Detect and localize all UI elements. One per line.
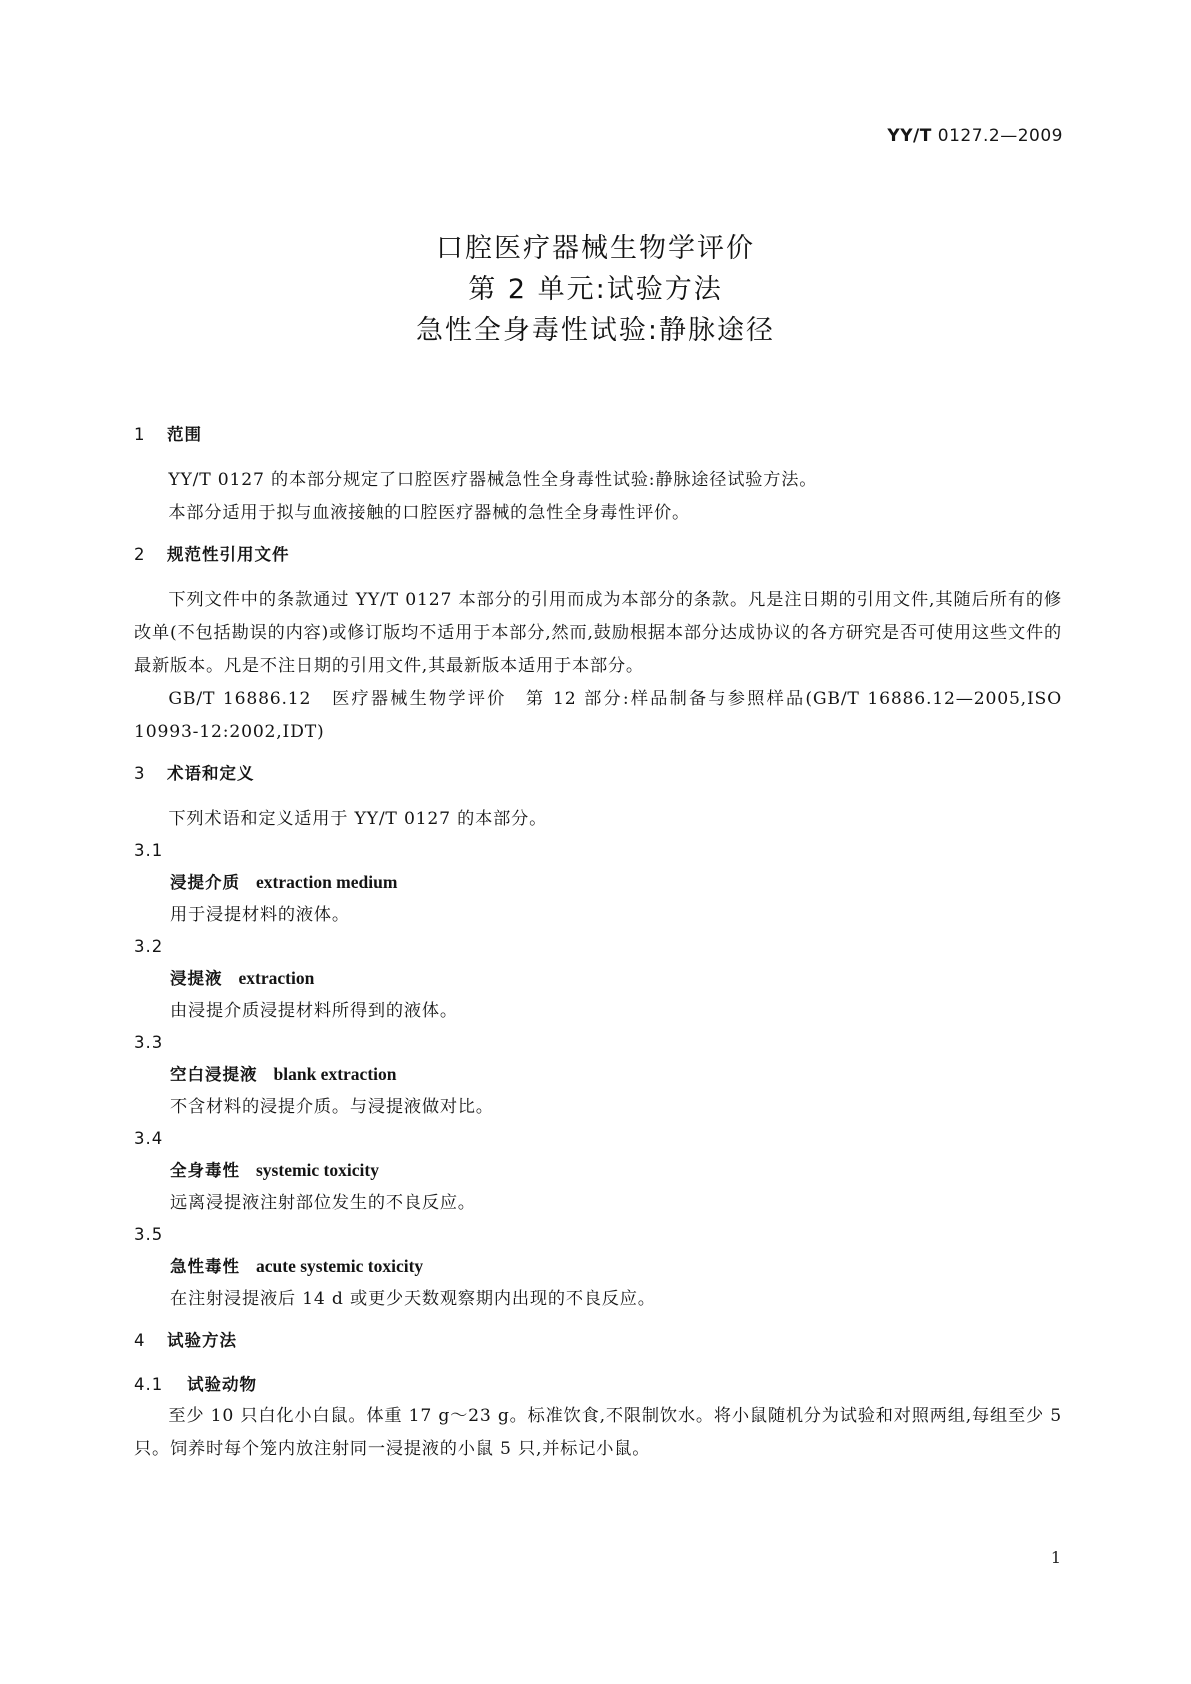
section-1-heading <box>134 420 1062 450</box>
term-name <box>134 866 1062 899</box>
term-definition: 用于浸提材料的液体。 <box>170 905 350 925</box>
term-number: 3.1 <box>134 841 164 860</box>
term-name-en: acute systemic toxicity <box>256 1256 424 1276</box>
term-definition: 远离浸提液注射部位发生的不良反应。 <box>170 1193 476 1213</box>
term-name-en: systemic toxicity <box>256 1160 379 1180</box>
page-number: 1 <box>1050 1548 1061 1567</box>
document-body <box>134 420 1062 1466</box>
term-name <box>134 962 1062 995</box>
term-number: 3.5 <box>134 1225 164 1244</box>
term-number: 3.3 <box>134 1033 164 1052</box>
term-name <box>134 1250 1062 1283</box>
standard-code-prefix: YY/T <box>887 126 932 146</box>
term-entry <box>134 1028 1062 1124</box>
term-name-en: extraction <box>238 968 315 988</box>
section-3-title: 术语和定义 <box>167 764 255 783</box>
term-entry <box>134 932 1062 1028</box>
section-2-paragraph-1: 下列文件中的条款通过 YY/T 0127 本部分的引用而成为本部分的条款。凡是注日期的引用文件,其随后所有的修改单(不包括勘误的内容)或修订版均不适用于本部分,然而,鼓励根据本部分达成协议的各方研究是否可使用这些文件的最新版本。凡是不注日期的引用文件,其最新版本适用于本部分。 <box>134 590 1062 676</box>
subsection-4-1-heading <box>134 1370 1062 1400</box>
section-3-intro: 下列术语和定义适用于 YY/T 0127 的本部分。 <box>168 809 548 829</box>
term-definition: 不含材料的浸提介质。与浸提液做对比。 <box>170 1097 494 1117</box>
term-number: 3.4 <box>134 1129 164 1148</box>
title-line-3: 急性全身毒性试验:静脉途径 <box>415 315 776 346</box>
section-4-number: 4 <box>134 1331 146 1350</box>
title-line-2: 第 2 单元:试验方法 <box>468 274 723 305</box>
term-definition: 在注射浸提液后 14 d 或更少天数观察期内出现的不良反应。 <box>170 1289 656 1309</box>
term-entry <box>134 836 1062 932</box>
section-1-paragraph-1: YY/T 0127 的本部分规定了口腔医疗器械急性全身毒性试验:静脉途径试验方法。 <box>168 470 818 490</box>
term-name-en: blank extraction <box>273 1064 397 1084</box>
section-2-heading <box>134 540 1062 570</box>
term-definition: 由浸提介质浸提材料所得到的液体。 <box>170 1001 458 1021</box>
title-line-1: 口腔医疗器械生物学评价 <box>436 233 755 264</box>
section-1-paragraph-2: 本部分适用于拟与血液接触的口腔医疗器械的急性全身毒性评价。 <box>168 503 691 523</box>
term-name-zh: 急性毒性 <box>170 1257 240 1276</box>
section-3-number: 3 <box>134 764 146 783</box>
term-name <box>134 1058 1062 1091</box>
subsection-4-1-number: 4.1 <box>134 1375 164 1394</box>
term-name-zh: 浸提液 <box>170 969 223 988</box>
term-entry <box>134 1220 1062 1316</box>
section-1-title: 范围 <box>167 425 202 444</box>
document-title <box>0 228 1191 351</box>
section-2-reference: GB/T 16886.12 医疗器械生物学评价 第 12 部分:样品制备与参照样品(GB/T 16886.12—2005,ISO 10993-12:2002,IDT) <box>134 689 1062 742</box>
standard-code <box>887 126 1063 146</box>
term-name-zh: 空白浸提液 <box>170 1065 258 1084</box>
section-2-number: 2 <box>134 545 146 564</box>
section-1-number: 1 <box>134 425 146 444</box>
section-2-title: 规范性引用文件 <box>167 545 290 564</box>
section-4-title: 试验方法 <box>167 1331 237 1350</box>
term-name-zh: 全身毒性 <box>170 1161 240 1180</box>
subsection-4-1-paragraph: 至少 10 只白化小白鼠。体重 17 g～23 g。标准饮食,不限制饮水。将小鼠随机分为试验和对照两组,每组至少 5 只。饲养时每个笼内放注射同一浸提液的小鼠 5 只,并标记小鼠。 <box>134 1406 1062 1459</box>
section-3-heading <box>134 759 1062 789</box>
standard-code-number: 0127.2—2009 <box>937 126 1063 146</box>
term-name-zh: 浸提介质 <box>170 873 240 892</box>
term-name <box>134 1154 1062 1187</box>
term-entry <box>134 1124 1062 1220</box>
section-4-heading <box>134 1326 1062 1356</box>
subsection-4-1-title: 试验动物 <box>187 1375 257 1394</box>
term-name-en: extraction medium <box>256 872 398 892</box>
term-number: 3.2 <box>134 937 164 956</box>
